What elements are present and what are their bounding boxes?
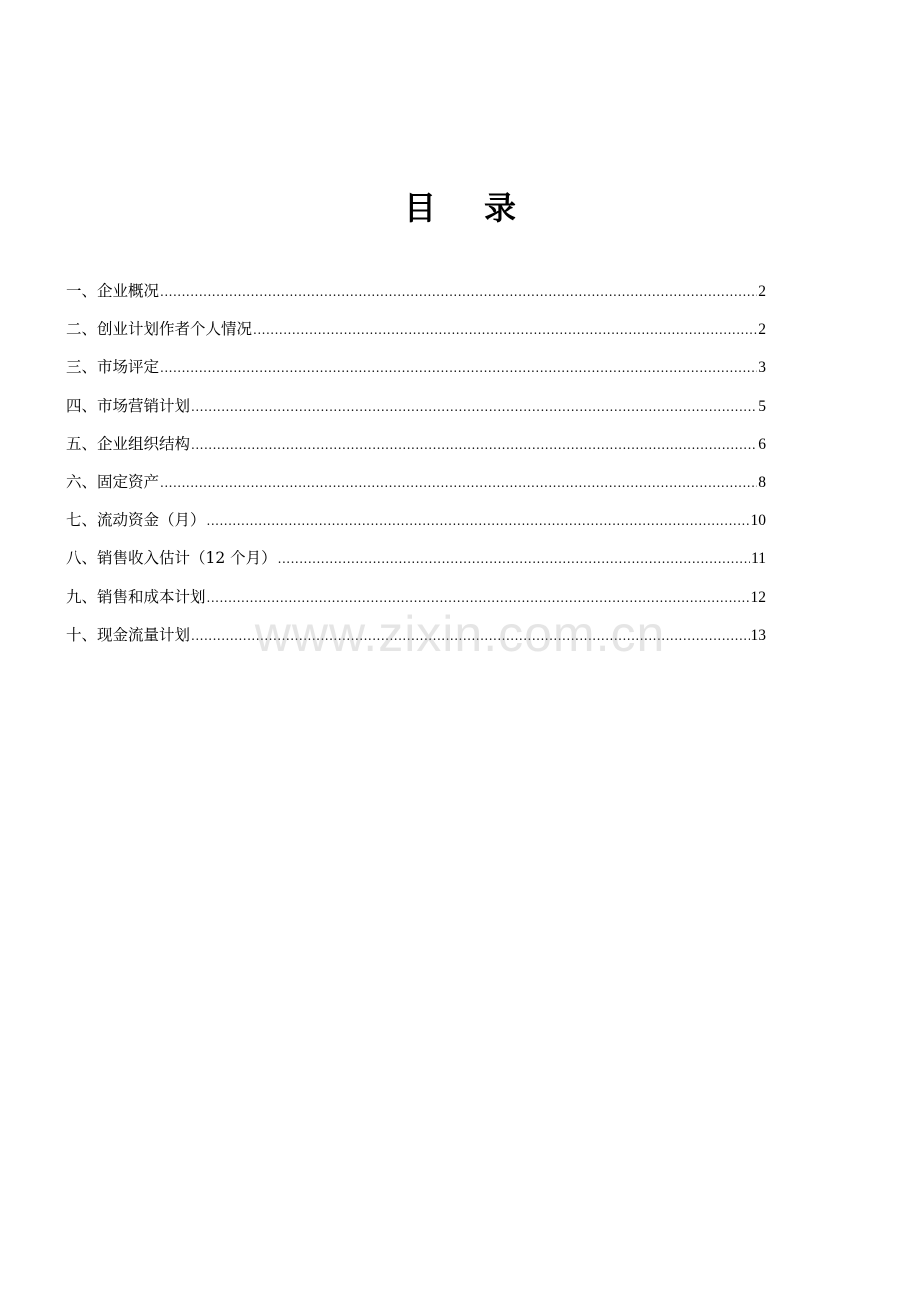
toc-entry-label: 七、流动资金（月） <box>66 511 206 530</box>
toc-entry-page-number: 6 <box>758 435 766 453</box>
toc-entry-2[interactable] <box>66 310 766 348</box>
toc-dot-leader <box>160 349 757 387</box>
toc-entry-page-number: 12 <box>750 588 766 606</box>
toc-entry-label: 八、销售收入估计（12 个月） <box>66 549 277 568</box>
toc-entry-3[interactable] <box>66 348 766 386</box>
toc-entry-page-number: 3 <box>758 359 766 377</box>
toc-entry-9[interactable] <box>66 578 766 616</box>
page-title-char-2: 录 <box>484 189 517 227</box>
toc-entry-label: 二、创业计划作者个人情况 <box>66 320 253 339</box>
toc-entry-label: 五、企业组织结构 <box>66 434 191 453</box>
toc-dot-leader <box>278 540 750 578</box>
page-title-char-1: 目 <box>403 189 436 227</box>
toc-entry-1[interactable] <box>66 272 766 310</box>
watermark: www.zixin.com.cn <box>254 606 666 662</box>
toc-entry-label: 六、固定资产 <box>66 472 160 491</box>
toc-entry-label: 十、现金流量计划 <box>66 625 191 644</box>
toc-entry-label: 四、市场营销计划 <box>66 396 191 415</box>
toc-dot-leader <box>160 464 757 502</box>
toc-dot-leader <box>207 579 750 617</box>
toc-entry-4[interactable] <box>66 387 766 425</box>
toc-dot-leader <box>191 617 749 655</box>
toc-entry-label: 九、销售和成本计划 <box>66 587 206 606</box>
toc-entry-10[interactable] <box>66 616 766 654</box>
toc-entry-8[interactable] <box>66 539 766 577</box>
toc-entry-5[interactable] <box>66 425 766 463</box>
toc-entry-page-number: 13 <box>750 626 766 644</box>
toc-entry-page-number: 5 <box>758 397 766 415</box>
toc-dot-leader <box>253 311 757 349</box>
toc-dot-leader <box>207 502 750 540</box>
toc-entry-page-number: 8 <box>758 473 766 491</box>
toc-entry-page-number: 2 <box>758 321 766 339</box>
page-title <box>0 186 920 230</box>
toc-entry-page-number: 2 <box>758 283 766 300</box>
toc-dot-leader <box>191 388 757 426</box>
toc-entry-label: 一、企业概况 <box>66 282 160 300</box>
toc-entry-7[interactable] <box>66 501 766 539</box>
table-of-contents <box>66 272 766 654</box>
toc-dot-leader <box>160 273 757 311</box>
toc-dot-leader <box>191 426 757 464</box>
toc-entry-label: 三、市场评定 <box>66 358 160 377</box>
toc-entry-6[interactable] <box>66 463 766 501</box>
toc-entry-page-number: 10 <box>750 512 766 530</box>
toc-entry-page-number: 11 <box>751 550 766 568</box>
